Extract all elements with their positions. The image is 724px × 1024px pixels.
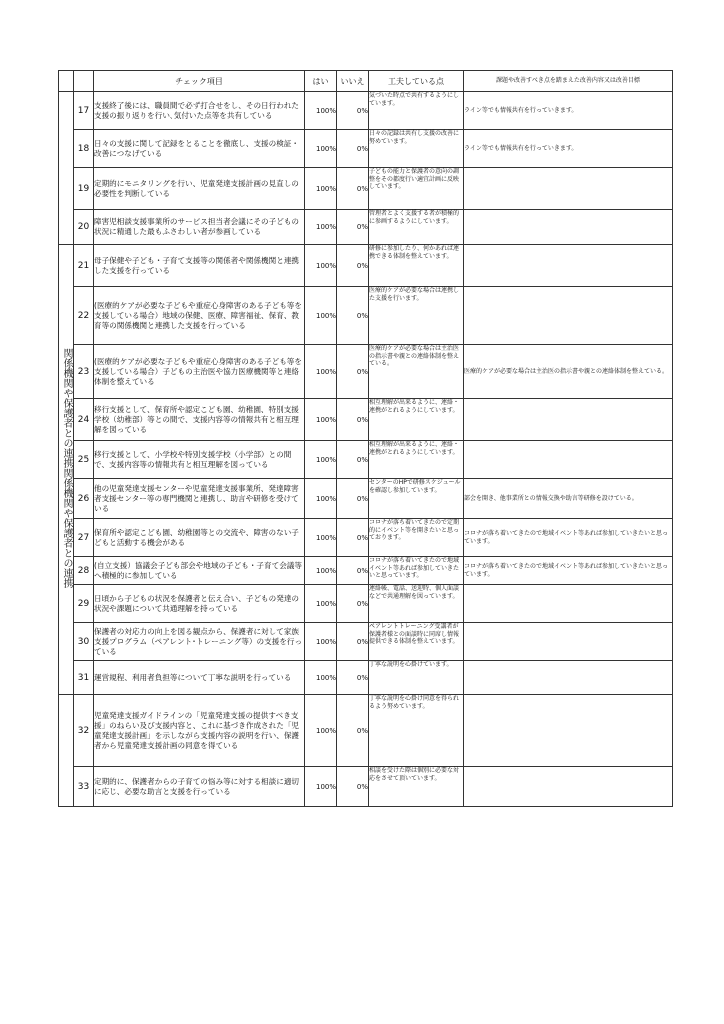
table-row: [59, 92, 673, 130]
no-percent: 0%: [337, 585, 369, 623]
no-percent: 0%: [337, 92, 369, 130]
yes-percent: 100%: [305, 519, 337, 557]
row-number: 19: [74, 168, 94, 210]
row-number: 17: [74, 92, 94, 130]
no-percent: 0%: [337, 557, 369, 585]
kufu-note: 丁寧な説明を心掛け同意を得られるよう努めています。: [369, 695, 464, 767]
improvement-note: 部会を開き、他事業所との情報交換や助言等研修を設けている。: [464, 479, 673, 519]
check-item-text: 保護者の対応力の向上を図る観点から、保護者に対して家族支援プログラム（ペアレント･トレーニング等）の支援を行っている: [94, 623, 305, 661]
header-blank: [74, 71, 94, 92]
kufu-note: コロナが落ち着いてきたので定期的にイベント等を開きたいと思っております。: [369, 519, 464, 557]
table-row: [59, 695, 673, 767]
kufu-note: センターのHPで研修スケジュールを確認し参加しています。: [369, 479, 464, 519]
improvement-note: [464, 585, 673, 623]
yes-percent: 100%: [305, 479, 337, 519]
no-percent: 0%: [337, 399, 369, 441]
yes-percent: 100%: [305, 210, 337, 245]
yes-percent: 100%: [305, 92, 337, 130]
no-percent: 0%: [337, 441, 369, 479]
check-item-text: 支援終了後には、職員間で必ず打合せをし、その日行われた支援の振り返りを行い､気付いた点等を共有している: [94, 92, 305, 130]
table-row: [59, 519, 673, 557]
group-cell-3: [59, 695, 74, 807]
yes-percent: 100%: [305, 441, 337, 479]
row-number: 23: [74, 345, 94, 399]
no-percent: 0%: [337, 479, 369, 519]
improvement-note: 医療的ケアが必要な場合は主治医の指示書や親との連絡体制を整えている。: [464, 345, 673, 399]
yes-percent: 100%: [305, 767, 337, 807]
kufu-note: 医療的ケアが必要な場合は主治医の指示書や親との連絡体制を整えている。: [369, 345, 464, 399]
improvement-note: [464, 399, 673, 441]
check-item-text: (医療的ケアが必要な子どもや重症心身障害のある子ども等を支援している場合）地域の保健、医療、障害福祉、保育、教育等の関係機関と連携した支援を行っている: [94, 287, 305, 345]
improvement-note: [464, 287, 673, 345]
check-item-text: 母子保健や子ども・子育て支援等の関係者や関係機関と連携した支援を行っている: [94, 245, 305, 287]
no-percent: 0%: [337, 287, 369, 345]
yes-percent: 100%: [305, 661, 337, 695]
row-number: 30: [74, 623, 94, 661]
check-item-text: (医療的ケアが必要な子どもや重症心身障害のある子ども等を支援している場合）子どもの主治医や協力医療機関等と連絡体制を整えている: [94, 345, 305, 399]
no-percent: 0%: [337, 210, 369, 245]
improvement-note: [464, 441, 673, 479]
header-item: チェック項目: [94, 71, 305, 92]
kufu-note: 丁寧な説明を心掛けています。: [369, 661, 464, 695]
row-number: 24: [74, 399, 94, 441]
group-label: 関係機関や保護者との連携関係機関や保護者との連携: [61, 347, 72, 588]
header-no: いいえ: [337, 71, 369, 92]
no-percent: 0%: [337, 130, 369, 168]
improvement-note: [464, 168, 673, 210]
yes-percent: 100%: [305, 168, 337, 210]
table-row: [59, 661, 673, 695]
kufu-note: 日々の記録は共有し支援の改善に努めています。: [369, 130, 464, 168]
kufu-note: 管理者とよく支援する者が積極的に参画するようにしています。: [369, 210, 464, 245]
table-row: [59, 345, 673, 399]
no-percent: 0%: [337, 245, 369, 287]
improvement-note: [464, 210, 673, 245]
yes-percent: 100%: [305, 399, 337, 441]
improvement-note: ライン等でも情報共有を行っていきます。: [464, 92, 673, 130]
table-row: [59, 767, 673, 807]
kufu-note: コロナが落ち着いてきたので地域イベント等あれば参加していきたいと思っています。: [369, 557, 464, 585]
no-percent: 0%: [337, 345, 369, 399]
no-percent: 0%: [337, 661, 369, 695]
kufu-note: 研修に参加したり、何かあれば連携できる体制を整えています。: [369, 245, 464, 287]
improvement-note: [464, 661, 673, 695]
yes-percent: 100%: [305, 245, 337, 287]
check-item-text: 日頃から子どもの状況を保護者と伝え合い、子どもの発達の状況や課題について共通理解を持っている: [94, 585, 305, 623]
check-item-text: 運営規程、利用者負担等について丁寧な説明を行っている: [94, 661, 305, 695]
kufu-note: 子どもの能力と保護者の意向の調整をその都度行い適宜計画に反映しています。: [369, 168, 464, 210]
table-row: [59, 399, 673, 441]
improvement-note: [464, 767, 673, 807]
check-item-text: 日々の支援に関して記録をとることを徹底し、支援の検証・改善につなげている: [94, 130, 305, 168]
header-blank: [59, 71, 74, 92]
table-row: [59, 585, 673, 623]
row-number: 22: [74, 287, 94, 345]
check-item-text: 移行支援として、小学校や特別支援学校（小学部）との間で、支援内容等の情報共有と相互理解を図っている: [94, 441, 305, 479]
no-percent: 0%: [337, 695, 369, 767]
improvement-note: ライン等でも情報共有を行っていきます。: [464, 130, 673, 168]
no-percent: 0%: [337, 168, 369, 210]
table-row: [59, 130, 673, 168]
table-row: [59, 441, 673, 479]
kufu-note: 気づいた時点で共有するようにしています。: [369, 92, 464, 130]
yes-percent: 100%: [305, 695, 337, 767]
row-number: 28: [74, 557, 94, 585]
row-number: 29: [74, 585, 94, 623]
check-item-text: 児童発達支援ガイドラインの「児童発達支援の提供すべき支援」のねらい及び支援内容と、これに基づき作成された「児童発達支援計画」を示しながら支援内容の説明を行い、保護者から児童発達支援計画の同意を得ている: [94, 695, 305, 767]
table-row: [59, 479, 673, 519]
kufu-note: 連絡帳、電話、送迎時、個人面談などで共通理解を図っています。: [369, 585, 464, 623]
table-row: [59, 210, 673, 245]
check-item-text: 保育所や認定こども園、幼稚園等との交流や、障害のない子どもと活動する機会がある: [94, 519, 305, 557]
row-number: 18: [74, 130, 94, 168]
group-cell-2: [59, 245, 74, 695]
check-item-text: 定期的にモニタリングを行い、児童発達支援計画の見直しの必要性を判断している: [94, 168, 305, 210]
improvement-note: [464, 245, 673, 287]
check-item-text: 移行支援として、保育所や認定こども園、幼稚園、特別支援学校（幼稚部）等との間で、支援内容等の情報共有と相互理解を図っている: [94, 399, 305, 441]
yes-percent: 100%: [305, 585, 337, 623]
no-percent: 0%: [337, 519, 369, 557]
table-row: [59, 623, 673, 661]
header-improve: 課題や改善すべき点を踏まえた改善内容又は改善目標: [464, 71, 673, 92]
yes-percent: 100%: [305, 623, 337, 661]
row-number: 21: [74, 245, 94, 287]
yes-percent: 100%: [305, 287, 337, 345]
table-row: [59, 287, 673, 345]
header-yes: はい: [305, 71, 337, 92]
check-item-text: 定期的に、保護者からの子育ての悩み等に対する相談に適切に応じ、必要な助言と支援を行っている: [94, 767, 305, 807]
kufu-note: ペアレントトレーニング受講者が保護者様との面談時に同席し情報提供できる体制を整えています。: [369, 623, 464, 661]
row-number: 32: [74, 695, 94, 767]
no-percent: 0%: [337, 767, 369, 807]
improvement-note: コロナが落ち着いてきたので地域イベント等あれば参加していきたいと思っています。: [464, 519, 673, 557]
kufu-note: 医療的ケアが必要な場合は連携した支援を行います。: [369, 287, 464, 345]
kufu-note: 相互理解が出来るように、連絡・連携がとれるようにしています。: [369, 399, 464, 441]
row-number: 31: [74, 661, 94, 695]
row-number: 26: [74, 479, 94, 519]
group-cell-1: [59, 92, 74, 245]
checklist-table: [58, 70, 673, 807]
yes-percent: 100%: [305, 345, 337, 399]
check-item-text: 障害児相談支援事業所のサービス担当者会議にその子どもの状況に精通した最もふさわしい者が参画している: [94, 210, 305, 245]
table-row: [59, 168, 673, 210]
improvement-note: [464, 695, 673, 767]
improvement-note: [464, 623, 673, 661]
no-percent: 0%: [337, 623, 369, 661]
yes-percent: 100%: [305, 130, 337, 168]
kufu-note: 相互理解が出来るように、連絡・連携がとれるようにしています。: [369, 441, 464, 479]
header-row: [59, 71, 673, 92]
row-number: 27: [74, 519, 94, 557]
improvement-note: コロナが落ち着いてきたので地域イベント等あれば参加していきたいと思っています。: [464, 557, 673, 585]
table-row: [59, 245, 673, 287]
row-number: 20: [74, 210, 94, 245]
check-item-text: (自立支援）協議会子ども部会や地域の子ども・子育て会議等へ積極的に参加している: [94, 557, 305, 585]
header-kufu: 工夫している点: [369, 71, 464, 92]
row-number: 33: [74, 767, 94, 807]
check-item-text: 他の児童発達支援センターや児童発達支援事業所、発達障害者支援センター等の専門機関と連携し、助言や研修を受けている: [94, 479, 305, 519]
row-number: 25: [74, 441, 94, 479]
kufu-note: 相談を受けた際は個別に必要な対応をさせて頂いています。: [369, 767, 464, 807]
yes-percent: 100%: [305, 557, 337, 585]
table-row: [59, 557, 673, 585]
